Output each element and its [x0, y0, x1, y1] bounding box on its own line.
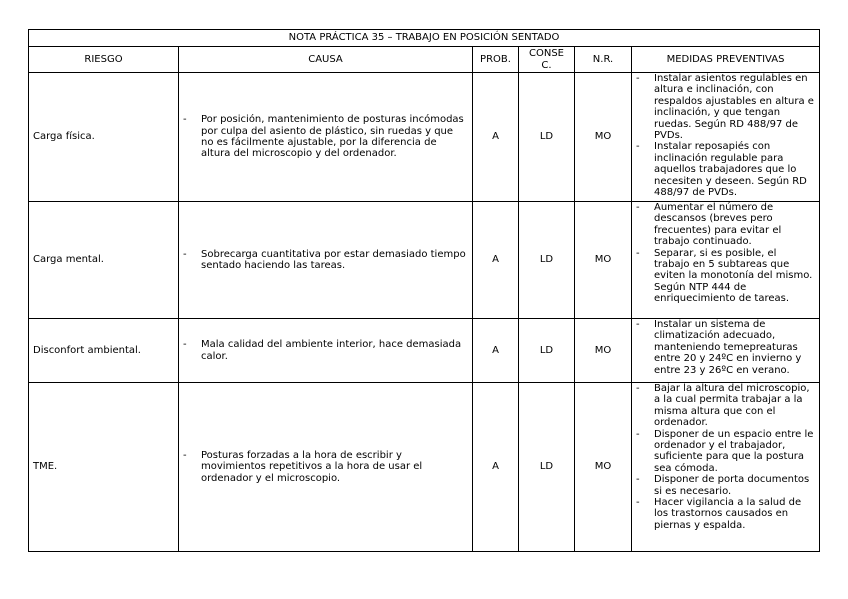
- table-row: [29, 202, 820, 319]
- table-body: [29, 73, 820, 552]
- header-nr: N.R.: [575, 47, 632, 73]
- table-row: [29, 73, 820, 202]
- risk-table: [28, 29, 820, 552]
- prob-cell: A: [473, 202, 519, 319]
- medidas-list: [636, 383, 815, 531]
- causa-item: - Mala calidad del ambiente interior, hace demasiada calor.: [183, 339, 468, 362]
- medida-item: - Disponer de un espacio entre le ordenador y el trabajador, suficiente para que la postura sea cómoda.: [636, 429, 815, 475]
- causa-cell: [179, 319, 473, 383]
- header-conse: CONSE C.: [519, 47, 575, 73]
- nr-cell: MO: [575, 383, 632, 552]
- conse-cell: LD: [519, 383, 575, 552]
- prob-cell: A: [473, 73, 519, 202]
- riesgo-cell: Carga física.: [29, 73, 179, 202]
- nr-cell: MO: [575, 73, 632, 202]
- medida-item: - Bajar la altura del microscopio, a la cual permita trabajar a la misma altura que con el ordenador.: [636, 383, 815, 429]
- medidas-list: [636, 319, 815, 376]
- conse-cell: LD: [519, 73, 575, 202]
- medidas-cell: [632, 73, 820, 202]
- riesgo-cell: Disconfort ambiental.: [29, 319, 179, 383]
- causa-list: [183, 114, 468, 160]
- medida-item: - Aumentar el número de descansos (breves pero frecuentes) para evitar el trabajo continuado.: [636, 202, 815, 248]
- nr-cell: MO: [575, 202, 632, 319]
- medidas-cell: [632, 319, 820, 383]
- conse-cell: LD: [519, 319, 575, 383]
- medidas-cell: [632, 202, 820, 319]
- prob-cell: A: [473, 383, 519, 552]
- causa-item: - Por posición, mantenimiento de posturas incómodas por culpa del asiento de plástico, sin ruedas y que no es fácilmente ajustable, por la diferencia de altura del microscopio y del ordenador.: [183, 114, 468, 160]
- causa-item: - Posturas forzadas a la hora de escribir y movimientos repetitivos a la hora de usar el ordenador y el microscopio.: [183, 450, 468, 484]
- prob-cell: A: [473, 319, 519, 383]
- table-title: NOTA PRÁCTICA 35 – TRABAJO EN POSICIÓN SENTADO: [29, 30, 820, 47]
- table-row: [29, 383, 820, 552]
- causa-list: [183, 339, 468, 362]
- medidas-list: [636, 73, 815, 198]
- medida-item: - Instalar reposapiés con inclinación regulable para aquellos trabajadores que lo necesiten y deseen. Según RD 488/97 de PVDs.: [636, 141, 815, 198]
- medida-item: - Separar, si es posible, el trabajo en 5 subtareas que eviten la monotonía del mismo. Según NTP 444 de enriquecimiento de tareas.: [636, 248, 815, 305]
- nr-cell: MO: [575, 319, 632, 383]
- header-row: [29, 47, 820, 73]
- riesgo-cell: TME.: [29, 383, 179, 552]
- header-riesgo: RIESGO: [29, 47, 179, 73]
- medida-item: - Disponer de porta documentos si es necesario.: [636, 474, 815, 497]
- causa-cell: [179, 383, 473, 552]
- header-prob: PROB.: [473, 47, 519, 73]
- header-medidas: MEDIDAS PREVENTIVAS: [632, 47, 820, 73]
- medidas-cell: [632, 383, 820, 552]
- causa-list: [183, 450, 468, 484]
- causa-list: [183, 249, 468, 272]
- causa-cell: [179, 73, 473, 202]
- causa-cell: [179, 202, 473, 319]
- conse-cell: LD: [519, 202, 575, 319]
- header-causa: CAUSA: [179, 47, 473, 73]
- medida-item: - Instalar un sistema de climatización adecuado, manteniendo temepreaturas entre 20 y 24ºC en invierno y entre 23 y 26ºC en verano.: [636, 319, 815, 376]
- table-row: [29, 319, 820, 383]
- medida-item: - Instalar asientos regulables en altura e inclinación, con respaldos ajustables en altura e inclinación, y que tengan ruedas. Según RD 488/97 de PVDs.: [636, 73, 815, 141]
- medida-item: - Hacer vigilancia a la salud de los trastornos causados en piernas y espalda.: [636, 497, 815, 531]
- medidas-list: [636, 202, 815, 305]
- causa-item: - Sobrecarga cuantitativa por estar demasiado tiempo sentado haciendo las tareas.: [183, 249, 468, 272]
- riesgo-cell: Carga mental.: [29, 202, 179, 319]
